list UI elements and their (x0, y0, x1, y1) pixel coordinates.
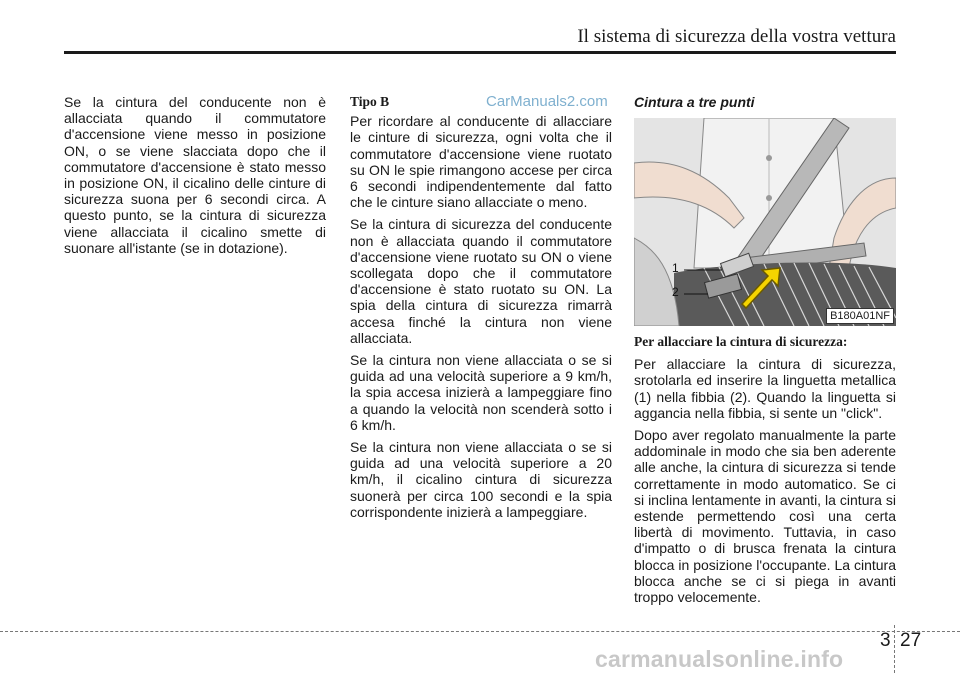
watermark-top: CarManuals2.com (486, 93, 608, 110)
section-heading-three-point-belt: Cintura a tre punti (634, 94, 755, 110)
paragraph: Se la cintura non viene allacciata o se si guida ad una velocità superiore a 9 km/h, la spia accesa inizierà a lampeggiare fino a quando la velocità non scenderà sotto i 6 km/h. (350, 352, 612, 433)
figure-code: B180A01NF (826, 308, 894, 324)
paragraph: Dopo aver regolato manualmente la parte addominale in modo che sia ben aderente alle anche, la cintura di sicurezza si tende correttamente in modo automatico. Se ci si inclina lentamente in avanti, la cintura si estende permettendo così una certa libertà di movimento. Tuttavia, in caso d'impatto o di brusca frenata la cintura blocca in posizione l'occupante. La cintura blocca anche se ci si piega in avanti troppo velocemente. (634, 427, 896, 606)
subheading-how-to-fasten: Per allacciare la cintura di sicurezza: (634, 334, 848, 349)
seatbelt-illustration (634, 118, 896, 326)
paragraph: Se la cintura del conducente non è allacciata quando il commutatore d'accensione viene messo in posizione ON, o se viene slacciata dopo che il commutatore d'accensione è stato messo in posizione ON, il cicalino delle cinture di sicurezza suona per 6 secondi circa. A questo punto, se la cintura di sicurezza viene allacciata il cicalino smette di suonare all'istante (se in dotazione). (64, 94, 326, 256)
header-rule (64, 51, 896, 54)
page-number: 27 (900, 630, 922, 651)
watermark-bottom: carmanualsonline.info (595, 646, 844, 672)
figure-label-buckle: 2 (672, 285, 679, 299)
paragraph: Se la cintura non viene allacciata o se si guida ad una velocità superiore a 20 km/h, il cicalino cintura di sicurezza suonerà per circa 100 secondi e la spia corrispondente inizierà a lampeggiare. (350, 439, 612, 520)
paragraph: Per ricordare al conducente di allacciare le cinture di sicurezza, ogni volta che il commutatore d'accensione viene ruotato su ON le spie rimangono accese per circa 6 secondi indipendentemente dal fatto che le cinture siano allacciate o meno. (350, 113, 612, 211)
column-2 (350, 94, 612, 526)
column-3-body (634, 334, 896, 611)
section-number: 3 (880, 630, 891, 651)
section-heading-tipo-b: Tipo B (350, 94, 390, 109)
figure-label-latch: 1 (672, 261, 679, 275)
paragraph: Per allacciare la cintura di sicurezza, srotolarla ed inserire la linguetta metallica (1) nella fibbia (2). Quando la linguetta si aggancia nella fibbia, si sente un "click". (634, 356, 896, 421)
footer-rule (0, 631, 960, 632)
column-1 (64, 94, 326, 262)
page-header-title: Il sistema di sicurezza della vostra vettura (577, 26, 896, 47)
paragraph: Se la cintura di sicurezza del conducente non è allacciata quando il commutatore d'accensione viene ruotato su ON o viene scollegata dopo che il commutatore d'accensione è stato ruotato su ON. La spia della cintura di sicurezza rimarrà accesa finché la cintura non viene allacciata. (350, 216, 612, 346)
page-number-divider (894, 625, 895, 673)
column-3 (634, 94, 896, 120)
